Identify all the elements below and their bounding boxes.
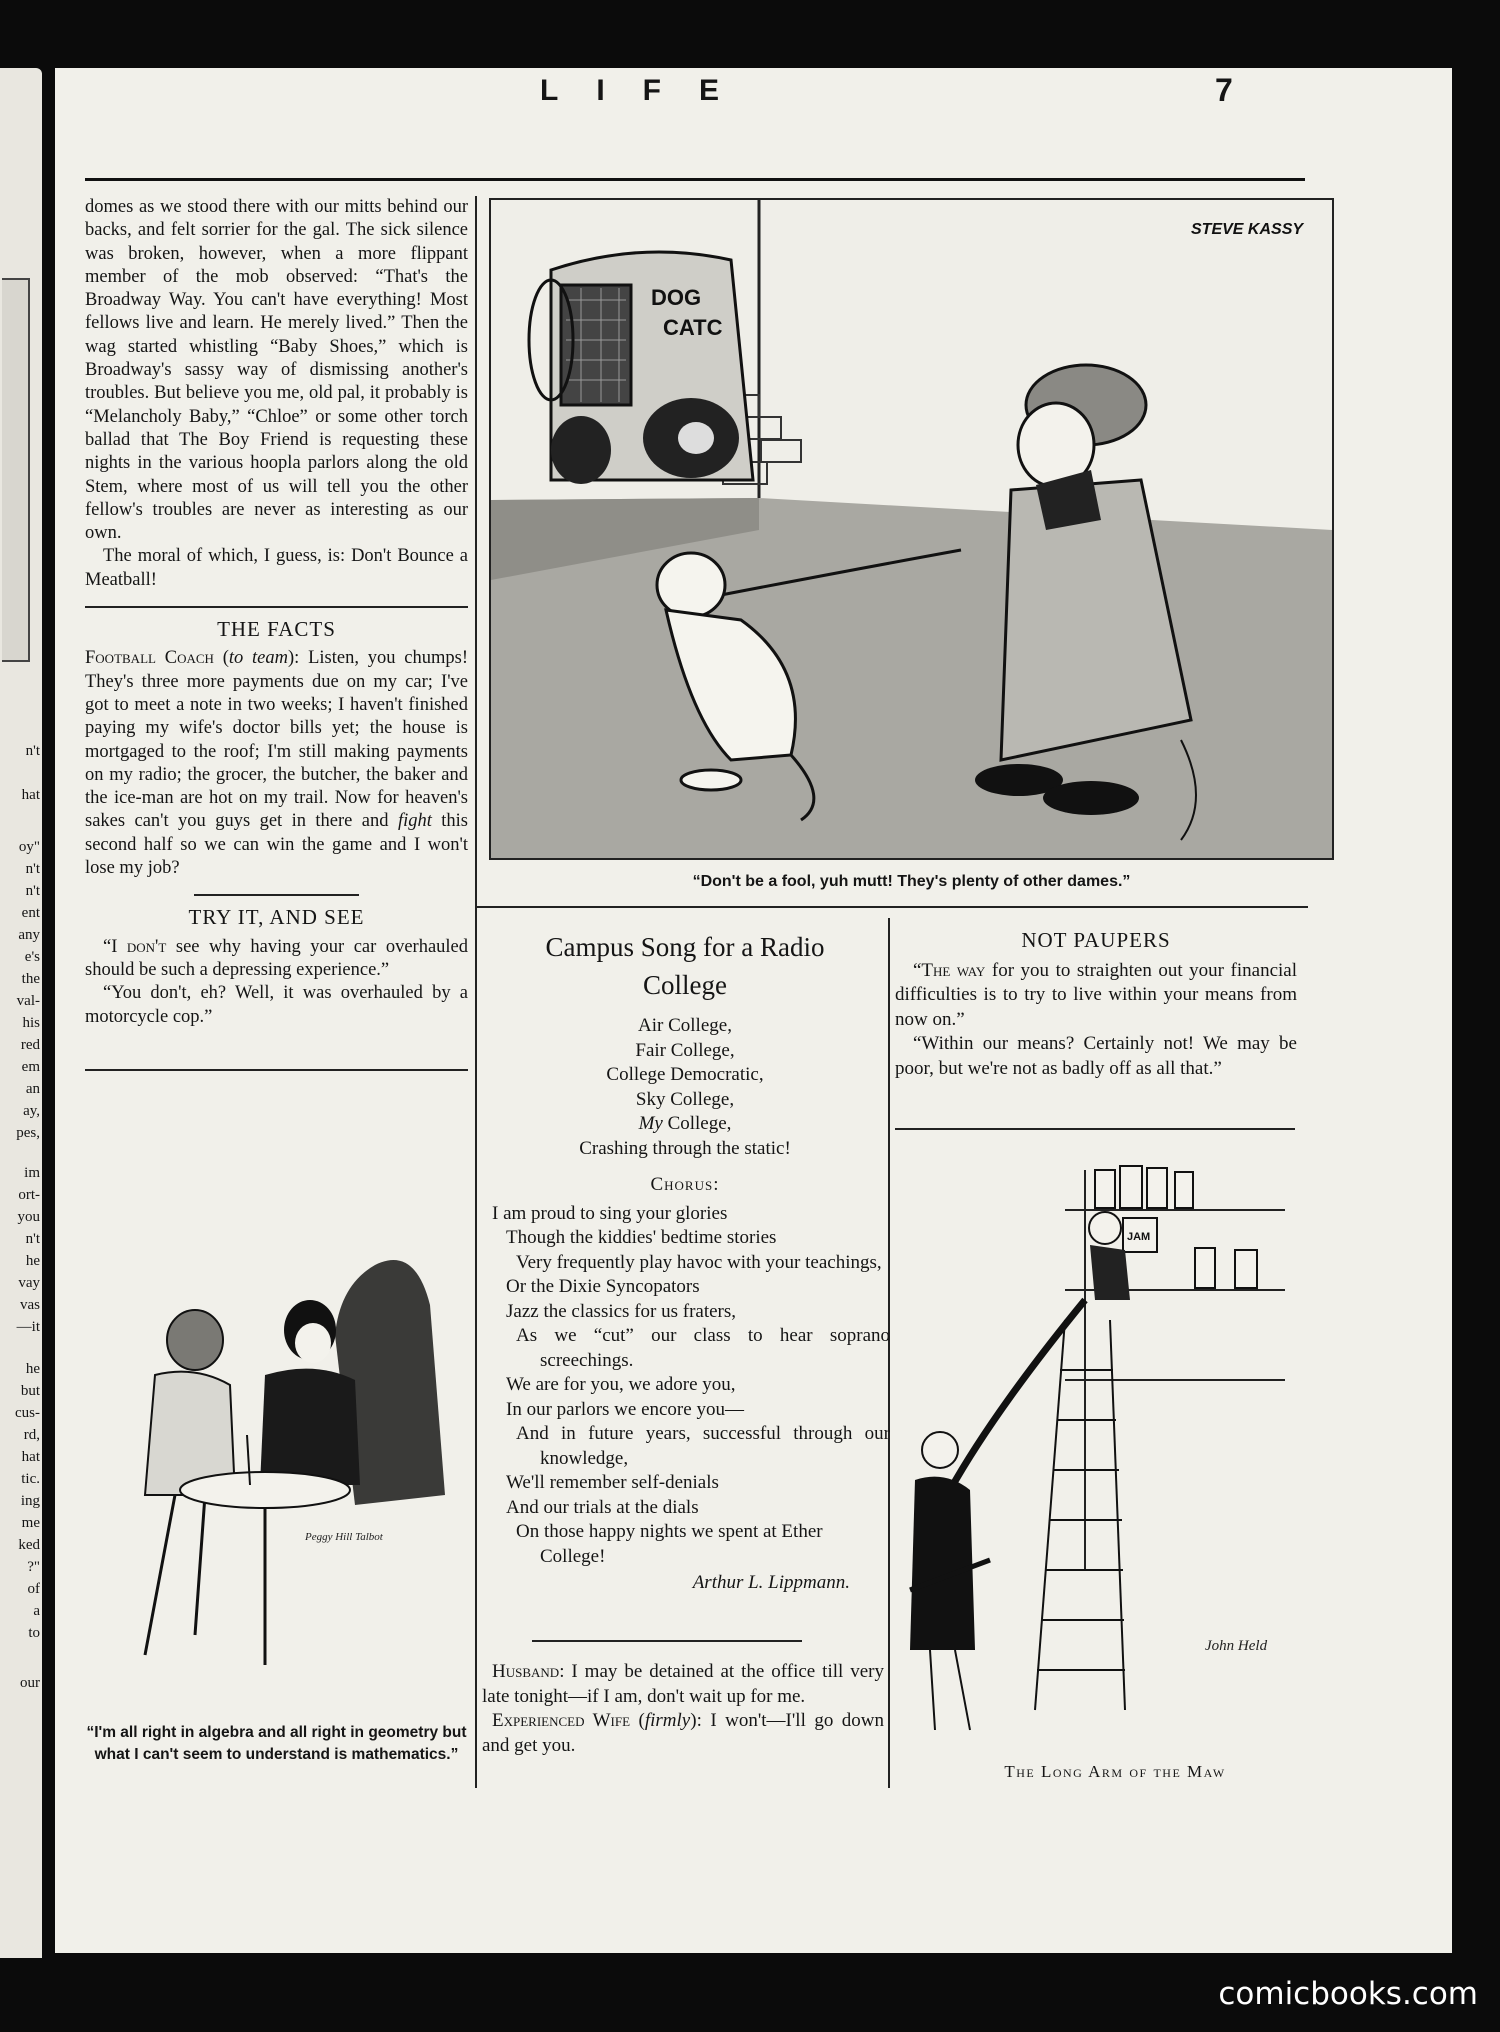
chorus-line: On those happy nights we spent at Ether College!: [516, 1521, 823, 1567]
previous-page-text-fragment: any: [18, 927, 40, 943]
verse-line: Air College,: [638, 1015, 732, 1036]
verse-line: Fair College,: [635, 1039, 735, 1061]
previous-page-text-fragment: hat: [21, 1449, 40, 1465]
poem-title-line: College: [643, 970, 727, 1000]
section-rule: [476, 906, 1308, 908]
previous-page-text-fragment: you: [17, 1209, 40, 1225]
legs: [145, 1495, 205, 1655]
punctuation: (: [213, 648, 229, 669]
previous-page-text-fragment: val-: [16, 993, 40, 1009]
poem-title: [480, 928, 890, 1004]
mother-dress: [910, 1477, 975, 1650]
page-number: 7: [1215, 72, 1233, 108]
article-paragraph: domes as we stood there with our mitts behind our backs, and felt sorrier for the gal. The sick silence was broken, however, when a more flippant member of the mob observed: “That's the Broadway Way. You can't have everything! Most fellows live and learn. He merely lived.” Then the wag started whistling “Baby Shoes,” which is Broadway's sassy way of dismissing another's troubles. But believe you me, old pal, it probably is “Melancholy Baby,” “Chloe” or some other torch ballad that The Boy Friend is requesting these nights in the various hoopla parlors along the old Stem, where most of us will tell you the other fellow's troubles are never as interesting as our own.: [85, 197, 468, 544]
shoe: [1043, 781, 1139, 815]
previous-page-text-fragment: his: [22, 1015, 40, 1031]
verse-line: [480, 1112, 890, 1137]
try-it-paragraph-1: [85, 936, 468, 983]
section-rule: [194, 894, 359, 896]
poem-title-line: Campus Song for a Radio: [545, 932, 825, 962]
previous-page-text-fragment: but: [20, 1383, 40, 1399]
previous-page-text-fragment: —it: [16, 1319, 40, 1335]
artist-signature: John Held: [1205, 1638, 1268, 1654]
previous-page-text-fragment: the: [21, 971, 40, 987]
paupers-paragraph-1: [895, 959, 1297, 1033]
not-paupers-article: [895, 928, 1297, 1081]
dog-catcher-van: [529, 252, 753, 484]
joke-line-2: Experienced Wife (firmly): I won't—I'll go down and get you.: [482, 1710, 885, 1756]
artist-signature: STEVE KASSY: [1191, 221, 1304, 238]
dogcatcher-caption: “Don't be a fool, yuh mutt! They's plenty of other dames.”: [692, 873, 1131, 890]
section-rule: [85, 606, 468, 608]
jar-label: JAM: [1127, 1231, 1151, 1243]
van-wheel: [551, 416, 611, 484]
previous-page-text-fragment: n't: [25, 1231, 40, 1247]
cafe-caption: “I'm all right in algebra and all right in geometry but what I can't seem to understand is mathematics.”: [86, 1724, 467, 1763]
chorus-line: Very frequently play havoc with your teachings,: [516, 1251, 882, 1273]
previous-page-text-fragment: em: [21, 1059, 40, 1075]
poem: [480, 928, 890, 1596]
previous-page-text-fragment: n't: [25, 861, 40, 877]
chorus-line: As we “cut” our class to hear soprano screechings.: [516, 1325, 890, 1371]
paupers-paragraph-2: “Within our means? Certainly not! We may be poor, but we're not as badly off as all that.”: [895, 1033, 1297, 1079]
dogcatcher-cartoon: [489, 198, 1334, 860]
site-watermark: comicbooks.com: [1218, 1976, 1478, 2012]
previous-page-text-fragment: a: [33, 1603, 40, 1619]
girl-in-black: [260, 1369, 360, 1485]
jam-jar: [1123, 1218, 1157, 1252]
child-head: [1089, 1212, 1121, 1244]
verse-line: Crashing through the static!: [579, 1137, 791, 1159]
speaker-label: Football Coach: [85, 648, 214, 669]
previous-page-text-fragment: ort-: [18, 1187, 40, 1203]
stage-direction: to team: [228, 648, 288, 669]
long-arm: [950, 1300, 1085, 1490]
paragraph-text: see why having your car overhauled should be such a depressing experience.”: [85, 936, 469, 980]
try-it-paragraph-2: “You don't, eh? Well, it was overhauled by a motorcycle cop.”: [85, 983, 468, 1027]
previous-page-text-fragment: to: [28, 1625, 40, 1641]
facts-paragraph: [85, 647, 468, 880]
artist-signature: Peggy Hill Talbot: [305, 1531, 383, 1543]
cloche-hat: [167, 1310, 223, 1370]
van-lettering: CATC: [663, 315, 723, 340]
verse-line: Sky College,: [635, 1088, 735, 1110]
speaker-label: Husband: [492, 1661, 560, 1682]
cafe-illustration: [85, 1245, 468, 1715]
previous-page-text-fragment: n't: [25, 883, 40, 899]
mother-head: [922, 1432, 958, 1468]
previous-page-text-fragment: oy": [18, 839, 40, 855]
previous-page-text-fragment: he: [25, 1253, 40, 1269]
previous-page-text-fragment: n't: [25, 743, 40, 759]
previous-page-text-fragment: cus-: [15, 1405, 40, 1421]
previous-page-text-fragment: me: [21, 1515, 40, 1531]
chorus-line: I am proud to sing your glories: [492, 1202, 728, 1224]
previous-page-text-fragment: red: [20, 1037, 40, 1053]
previous-page-text-fragment: e's: [24, 949, 40, 965]
lead-in: “I don't: [103, 936, 167, 957]
verse-line: College Democratic,: [606, 1064, 764, 1085]
chorus-line: And in future years, successful through our knowledge,: [516, 1423, 890, 1469]
section-rule: [532, 1640, 802, 1642]
previous-page-text-fragment: ing: [20, 1493, 40, 1509]
facts-body: ): Listen, you chumps! They's three more payments due on my car; I've got to meet a note in two weeks; I haven't finished paying my wife's doctor bills yet; the house is mortgaged to the roof; I'm still making payments on my radio; the grocer, the butcher, the baker and the ice-man are hot on my trail. Now for heaven's sakes can't you guys get in there and: [85, 648, 468, 832]
previous-page-text-fragment: our: [20, 1675, 40, 1691]
chorus-line: Or the Dixie Syncopators: [506, 1276, 700, 1297]
paragraph-text: for you to straighten out your financial difficulties is to try to live within your means from now on.”: [895, 959, 1297, 1030]
child: [1090, 1245, 1130, 1300]
masthead: LIFE: [540, 74, 757, 107]
cafe-cartoon: [85, 1245, 468, 1780]
chorus-line: We are for you, we adore you,: [506, 1374, 736, 1395]
section-title-facts: THE FACTS: [217, 617, 336, 642]
long-arm-illustration: [895, 1150, 1295, 1750]
previous-page-text-fragment: vay: [18, 1275, 40, 1291]
header-rule: [85, 178, 1305, 181]
section-rule: [85, 1069, 468, 1071]
chorus-line: And our trials at the dials: [506, 1496, 699, 1518]
van-lettering: DOG: [651, 285, 702, 310]
previous-page-illustration: [2, 278, 30, 662]
husband-joke: [482, 1660, 884, 1758]
previous-page-text-fragment: ent: [21, 905, 40, 921]
long-arm-caption: The Long Arm of the Maw: [1004, 1762, 1226, 1781]
previous-page-text-fragment: an: [25, 1081, 40, 1097]
previous-page-text-fragment: of: [27, 1581, 40, 1597]
previous-page-text-fragment: ay,: [23, 1103, 40, 1119]
facts-end: this second half so we can win the game and I won't lose my job?: [85, 811, 469, 879]
left-column: [85, 196, 468, 1071]
chorus-line: Though the kiddies' bedtime stories: [506, 1227, 777, 1248]
cafe-table: [180, 1472, 350, 1508]
long-arm-cartoon: [895, 1150, 1335, 1750]
dogcatcher-illustration: [491, 200, 1332, 858]
column-divider: [475, 196, 477, 1788]
section-title-try-it: TRY IT, AND SEE: [188, 905, 365, 930]
stepladder: [1035, 1320, 1125, 1710]
previous-page-text-fragment: hat: [21, 787, 40, 803]
emphasis: fight: [397, 811, 432, 832]
section-rule: [895, 1128, 1295, 1130]
chorus-line: We'll remember self-denials: [506, 1472, 719, 1493]
previous-page-text-fragment: ?": [27, 1559, 40, 1575]
chorus-line: Jazz the classics for us fraters,: [506, 1300, 737, 1322]
previous-page-text-fragment: im: [24, 1165, 40, 1181]
chorus-heading: Chorus:: [650, 1174, 720, 1195]
verse-emphasis: My: [638, 1113, 663, 1134]
verse-text: College,: [667, 1113, 732, 1134]
poem-verse: [480, 1014, 890, 1161]
previous-page-text-fragment: vas: [20, 1297, 40, 1313]
previous-page-text-fragment: pes,: [16, 1125, 40, 1141]
joke-text: : I won't—I'll go down and get you.: [482, 1710, 885, 1756]
previous-page-edge: [0, 68, 42, 1958]
previous-page-text-fragment: rd,: [23, 1427, 40, 1443]
poem-author: Arthur L. Lippmann.: [692, 1572, 850, 1593]
lead-in: “The way: [913, 959, 986, 981]
joke-line-1: [482, 1660, 884, 1709]
previous-page-text-fragment: he: [25, 1361, 40, 1377]
speaker-label: Experienced Wife: [492, 1710, 631, 1731]
stage-direction: firmly: [644, 1710, 691, 1731]
previous-page-text-fragment: ked: [18, 1537, 40, 1553]
chorus-line: In our parlors we encore you—: [506, 1398, 744, 1420]
article-moral: The moral of which, I guess, is: Don't Bounce a Meatball!: [85, 546, 468, 590]
previous-page-text-fragment: tic.: [21, 1471, 40, 1487]
joke-text: : I may be detained at the office till very late tonight—if I am, don't wait up for me.: [482, 1661, 884, 1707]
section-title-paupers: NOT PAUPERS: [1021, 928, 1171, 952]
